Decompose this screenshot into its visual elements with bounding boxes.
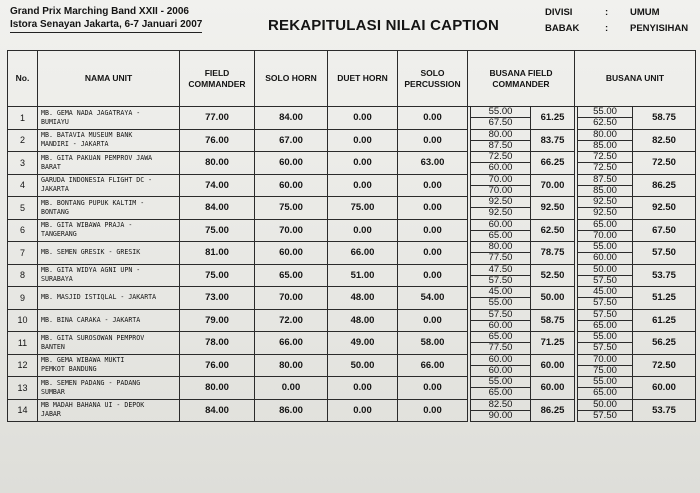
field-commander-score: 84.00 — [180, 197, 255, 220]
busana-fc-judges — [471, 219, 531, 242]
col-busana-fc: BUSANA FIELD COMMANDER — [468, 51, 575, 107]
busana-unit-score: 72.50 — [633, 152, 696, 175]
unit-name — [38, 287, 180, 310]
field-commander-score: 79.00 — [180, 309, 255, 332]
duet-horn-score: 48.00 — [328, 287, 398, 310]
row-number: 6 — [8, 219, 38, 242]
solo-percussion-score: 0.00 — [398, 129, 468, 152]
busana-fc-judges — [471, 107, 531, 130]
busana-fc-judges — [471, 309, 531, 332]
busana-fc-judge-1: 55.00 — [471, 107, 530, 118]
table-row — [8, 309, 696, 332]
table-row — [8, 287, 696, 310]
busana-unit-judges — [578, 107, 633, 130]
duet-horn-score: 66.00 — [328, 242, 398, 265]
table-body — [8, 107, 696, 422]
field-commander-score: 80.00 — [180, 377, 255, 400]
solo-percussion-score: 0.00 — [398, 174, 468, 197]
unit-name — [38, 219, 180, 242]
busana-unit-judges — [578, 197, 633, 220]
busana-unit-judge-2: 72.50 — [593, 162, 617, 174]
busana-fc-judge-1: 72.50 — [471, 152, 530, 163]
table-row — [8, 264, 696, 287]
unit-name-line1: GARUDA INDONESIA FLIGHT DC - — [41, 176, 153, 185]
busana-fc-score: 86.25 — [531, 399, 575, 422]
busana-unit-judge-2: 60.00 — [593, 252, 617, 264]
unit-name-line1: MB. GITA WIDYA AGNI UPN - — [41, 266, 141, 275]
busana-unit-judge-2: 62.50 — [593, 117, 617, 129]
solo-horn-score: 84.00 — [255, 107, 328, 130]
solo-horn-score: 65.00 — [255, 264, 328, 287]
busana-fc-judges — [471, 354, 531, 377]
busana-unit-judges — [578, 377, 633, 400]
unit-name-line1: MB. GITA SUROSOWAN PEMPROV — [41, 333, 145, 342]
field-commander-score: 74.00 — [180, 174, 255, 197]
busana-unit-score: 56.25 — [633, 332, 696, 355]
busana-unit-score: 86.25 — [633, 174, 696, 197]
row-number: 11 — [8, 332, 38, 355]
busana-fc-score: 66.25 — [531, 152, 575, 175]
busana-fc-judges — [471, 287, 531, 310]
col-solo-percussion: SOLO PERCUSSION — [398, 51, 468, 107]
solo-percussion-score: 0.00 — [398, 264, 468, 287]
busana-fc-score: 60.00 — [531, 354, 575, 377]
unit-name — [38, 197, 180, 220]
busana-unit-score: 51.25 — [633, 287, 696, 310]
busana-unit-judge-1: 50.00 — [578, 265, 632, 276]
row-number: 8 — [8, 264, 38, 287]
busana-fc-judge-2: 60.00 — [488, 319, 513, 331]
busana-fc-judge-1: 65.00 — [471, 332, 530, 343]
solo-horn-score: 66.00 — [255, 332, 328, 355]
col-busana-unit: BUSANA UNIT — [575, 51, 696, 107]
solo-percussion-score: 63.00 — [398, 152, 468, 175]
row-number: 14 — [8, 399, 38, 422]
duet-horn-score: 0.00 — [328, 107, 398, 130]
busana-unit-judges — [578, 309, 633, 332]
table-row — [8, 174, 696, 197]
busana-unit-judges — [578, 174, 633, 197]
unit-name-line1: MB. GEMA NADA JAGATRAYA - — [41, 108, 141, 117]
field-commander-score: 81.00 — [180, 242, 255, 265]
busana-fc-judges — [471, 399, 531, 422]
event-venue-date: Istora Senayan Jakarta, 6-7 Januari 2007 — [10, 18, 202, 33]
busana-unit-judges — [578, 152, 633, 175]
busana-fc-judge-1: 57.50 — [471, 310, 530, 321]
busana-unit-judges — [578, 332, 633, 355]
duet-horn-score: 0.00 — [328, 399, 398, 422]
busana-unit-judge-1: 45.00 — [578, 287, 632, 298]
unit-name-line2: JABAR — [41, 410, 61, 419]
table-row — [8, 197, 696, 220]
busana-fc-judges — [471, 377, 531, 400]
solo-percussion-score: 0.00 — [398, 377, 468, 400]
busana-fc-judge-1: 80.00 — [471, 130, 530, 141]
solo-percussion-score: 0.00 — [398, 309, 468, 332]
field-commander-score: 80.00 — [180, 152, 255, 175]
field-commander-score: 84.00 — [180, 399, 255, 422]
busana-unit-judge-1: 92.50 — [578, 197, 632, 208]
busana-unit-score: 67.50 — [633, 219, 696, 242]
solo-percussion-score: 0.00 — [398, 197, 468, 220]
duet-horn-score: 0.00 — [328, 152, 398, 175]
solo-horn-score: 86.00 — [255, 399, 328, 422]
busana-unit-judge-2: 85.00 — [593, 139, 617, 151]
unit-name-line1: MB. BONTANG PUPUK KALTIM - — [41, 198, 145, 207]
unit-name-line1: MB. MASJID ISTIQLAL - JAKARTA — [41, 293, 157, 302]
solo-percussion-score: 66.00 — [398, 354, 468, 377]
babak-value: PENYISIHAN — [630, 23, 689, 34]
babak-label: BABAK — [545, 23, 580, 34]
unit-name-line2: BONTANG — [41, 207, 69, 216]
solo-percussion-score: 0.00 — [398, 242, 468, 265]
busana-fc-score: 71.25 — [531, 332, 575, 355]
busana-unit-judges — [578, 399, 633, 422]
duet-horn-score: 48.00 — [328, 309, 398, 332]
busana-fc-judge-2: 92.50 — [488, 207, 513, 219]
busana-fc-judges — [471, 242, 531, 265]
score-table — [7, 50, 696, 422]
unit-name-line2: TANGERANG — [41, 230, 77, 239]
busana-unit-judges — [578, 354, 633, 377]
row-number: 1 — [8, 107, 38, 130]
page-title: REKAPITULASI NILAI CAPTION — [268, 17, 500, 34]
busana-fc-score: 83.75 — [531, 129, 575, 152]
busana-unit-judge-1: 55.00 — [578, 242, 632, 253]
unit-name-line1: MB. BINA CARAKA - JAKARTA — [41, 315, 141, 324]
busana-unit-judge-1: 87.50 — [578, 175, 632, 186]
busana-fc-score: 60.00 — [531, 377, 575, 400]
row-number: 2 — [8, 129, 38, 152]
busana-fc-judge-1: 70.00 — [471, 175, 530, 186]
busana-unit-judges — [578, 219, 633, 242]
table-header-row — [8, 51, 696, 107]
busana-unit-judge-1: 65.00 — [578, 220, 632, 231]
busana-fc-judge-2: 90.00 — [488, 409, 513, 421]
busana-unit-judge-2: 85.00 — [593, 184, 617, 196]
duet-horn-score: 51.00 — [328, 264, 398, 287]
unit-name — [38, 377, 180, 400]
unit-name — [38, 354, 180, 377]
busana-unit-score: 58.75 — [633, 107, 696, 130]
busana-unit-judge-1: 55.00 — [578, 332, 632, 343]
busana-fc-judge-1: 60.00 — [471, 355, 530, 366]
busana-unit-judge-1: 70.00 — [578, 355, 632, 366]
duet-horn-score: 0.00 — [328, 219, 398, 242]
field-commander-score: 77.00 — [180, 107, 255, 130]
solo-horn-score: 75.00 — [255, 197, 328, 220]
col-solo-horn: SOLO HORN — [255, 51, 328, 107]
unit-name — [38, 309, 180, 332]
unit-name-line2: BUMIAYU — [41, 117, 69, 126]
busana-unit-score: 57.50 — [633, 242, 696, 265]
table-row — [8, 107, 696, 130]
field-commander-score: 78.00 — [180, 332, 255, 355]
division-info — [545, 5, 688, 37]
table-row — [8, 377, 696, 400]
busana-fc-judge-2: 60.00 — [488, 364, 513, 376]
busana-fc-score: 62.50 — [531, 219, 575, 242]
busana-unit-score: 72.50 — [633, 354, 696, 377]
table-row — [8, 129, 696, 152]
busana-fc-judge-1: 92.50 — [471, 197, 530, 208]
field-commander-score: 76.00 — [180, 354, 255, 377]
busana-unit-judge-2: 57.50 — [593, 274, 617, 286]
busana-unit-judge-2: 57.50 — [593, 342, 617, 354]
busana-fc-judge-1: 47.50 — [471, 265, 530, 276]
unit-name-line1: MB. SEMEN GRESIK - GRESIK — [41, 248, 141, 257]
busana-fc-score: 50.00 — [531, 287, 575, 310]
busana-unit-judges — [578, 264, 633, 287]
busana-fc-judges — [471, 174, 531, 197]
busana-unit-judge-2: 92.50 — [593, 207, 617, 219]
busana-fc-judges — [471, 197, 531, 220]
busana-fc-judge-2: 67.50 — [488, 117, 513, 129]
row-number: 13 — [8, 377, 38, 400]
solo-horn-score: 0.00 — [255, 377, 328, 400]
unit-name-line1: MB. GITA WIBAWA PRAJA - — [41, 221, 133, 230]
busana-fc-judge-2: 65.00 — [488, 387, 513, 399]
solo-percussion-score: 0.00 — [398, 219, 468, 242]
table-row — [8, 354, 696, 377]
busana-fc-score: 70.00 — [531, 174, 575, 197]
busana-unit-judge-2: 70.00 — [593, 229, 617, 241]
busana-fc-judge-2: 60.00 — [488, 162, 513, 174]
unit-name-line2: SURABAYA — [41, 275, 73, 284]
unit-name — [38, 242, 180, 265]
busana-fc-score: 61.25 — [531, 107, 575, 130]
busana-unit-judges — [578, 287, 633, 310]
solo-horn-score: 72.00 — [255, 309, 328, 332]
row-number: 12 — [8, 354, 38, 377]
table-row — [8, 242, 696, 265]
busana-fc-judge-2: 65.00 — [488, 229, 513, 241]
busana-unit-judge-2: 65.00 — [593, 387, 617, 399]
busana-unit-score: 53.75 — [633, 399, 696, 422]
solo-percussion-score: 0.00 — [398, 399, 468, 422]
unit-name — [38, 332, 180, 355]
busana-unit-judge-2: 57.50 — [593, 297, 617, 309]
busana-fc-score: 78.75 — [531, 242, 575, 265]
busana-fc-judge-1: 45.00 — [471, 287, 530, 298]
field-commander-score: 75.00 — [180, 264, 255, 287]
unit-name-line1: MB. SEMEN PADANG - PADANG — [41, 378, 141, 387]
unit-name — [38, 174, 180, 197]
unit-name — [38, 107, 180, 130]
busana-unit-judge-1: 55.00 — [578, 107, 632, 118]
unit-name-line2: JAKARTA — [41, 185, 69, 194]
field-commander-score: 73.00 — [180, 287, 255, 310]
table-row — [8, 152, 696, 175]
unit-name-line1: MB. GEMA WIBAWA MUKTI — [41, 356, 125, 365]
unit-name — [38, 152, 180, 175]
busana-fc-score: 52.50 — [531, 264, 575, 287]
busana-fc-judges — [471, 332, 531, 355]
busana-fc-score: 92.50 — [531, 197, 575, 220]
busana-fc-judges — [471, 129, 531, 152]
row-number: 3 — [8, 152, 38, 175]
table-row — [8, 399, 696, 422]
col-unit: NAMA UNIT — [38, 51, 180, 107]
col-duet-horn: DUET HORN — [328, 51, 398, 107]
busana-unit-judges — [578, 129, 633, 152]
divisi-colon: : — [605, 7, 609, 18]
busana-unit-score: 60.00 — [633, 377, 696, 400]
divisi-label: DIVISI — [545, 7, 573, 18]
solo-horn-score: 60.00 — [255, 242, 328, 265]
busana-unit-score: 82.50 — [633, 129, 696, 152]
solo-horn-score: 60.00 — [255, 152, 328, 175]
busana-unit-judge-1: 50.00 — [578, 400, 632, 411]
solo-horn-score: 60.00 — [255, 174, 328, 197]
unit-name — [38, 264, 180, 287]
unit-name-line2: PEMKOT BANDUNG — [41, 365, 97, 374]
field-commander-score: 76.00 — [180, 129, 255, 152]
busana-fc-judge-2: 55.00 — [488, 297, 513, 309]
busana-unit-score: 61.25 — [633, 309, 696, 332]
busana-fc-judge-1: 60.00 — [471, 220, 530, 231]
table-row — [8, 332, 696, 355]
duet-horn-score: 0.00 — [328, 129, 398, 152]
unit-name-line2: SUMBAR — [41, 387, 65, 396]
row-number: 9 — [8, 287, 38, 310]
busana-unit-score: 92.50 — [633, 197, 696, 220]
duet-horn-score: 75.00 — [328, 197, 398, 220]
busana-unit-judge-1: 80.00 — [578, 130, 632, 141]
busana-fc-score: 58.75 — [531, 309, 575, 332]
solo-horn-score: 67.00 — [255, 129, 328, 152]
unit-name — [38, 129, 180, 152]
busana-fc-judge-1: 82.50 — [471, 400, 530, 411]
duet-horn-score: 0.00 — [328, 174, 398, 197]
unit-name-line2: BARAT — [41, 162, 61, 171]
unit-name-line2: BANTEN — [41, 342, 65, 351]
duet-horn-score: 50.00 — [328, 354, 398, 377]
row-number: 4 — [8, 174, 38, 197]
busana-unit-judge-1: 55.00 — [578, 377, 632, 388]
row-number: 7 — [8, 242, 38, 265]
busana-unit-judge-1: 57.50 — [578, 310, 632, 321]
busana-fc-judge-1: 80.00 — [471, 242, 530, 253]
busana-fc-judge-2: 87.50 — [488, 139, 513, 151]
unit-name — [38, 399, 180, 422]
col-no: No. — [8, 51, 38, 107]
solo-percussion-score: 58.00 — [398, 332, 468, 355]
event-name: Grand Prix Marching Band XXII - 2006 — [10, 6, 189, 17]
busana-fc-judge-2: 77.50 — [488, 342, 513, 354]
solo-horn-score: 70.00 — [255, 219, 328, 242]
solo-percussion-score: 54.00 — [398, 287, 468, 310]
solo-percussion-score: 0.00 — [398, 107, 468, 130]
busana-fc-judge-2: 57.50 — [488, 274, 513, 286]
busana-unit-judges — [578, 242, 633, 265]
solo-horn-score: 70.00 — [255, 287, 328, 310]
table-row — [8, 219, 696, 242]
busana-unit-judge-2: 75.00 — [593, 364, 617, 376]
busana-unit-judge-1: 72.50 — [578, 152, 632, 163]
row-number: 5 — [8, 197, 38, 220]
busana-fc-judges — [471, 264, 531, 287]
divisi-value: UMUM — [630, 7, 660, 18]
busana-fc-judge-1: 55.00 — [471, 377, 530, 388]
busana-unit-judge-2: 57.50 — [593, 409, 617, 421]
busana-fc-judges — [471, 152, 531, 175]
field-commander-score: 75.00 — [180, 219, 255, 242]
babak-colon: : — [605, 23, 609, 34]
busana-unit-score: 53.75 — [633, 264, 696, 287]
busana-unit-judge-2: 65.00 — [593, 319, 617, 331]
unit-name-line1: MB MADAH BAHANA UI - DEPOK — [41, 401, 145, 410]
busana-fc-judge-2: 77.50 — [488, 252, 513, 264]
event-header — [10, 5, 202, 33]
col-field-commander: FIELD COMMANDER — [180, 51, 255, 107]
unit-name-line1: MB. GITA PAKUAN PEMPROV JAWA — [41, 153, 153, 162]
unit-name-line2: MANDIRI - JAKARTA — [41, 140, 109, 149]
solo-horn-score: 80.00 — [255, 354, 328, 377]
duet-horn-score: 49.00 — [328, 332, 398, 355]
unit-name-line1: MB. BATAVIA MUSEUM BANK — [41, 131, 133, 140]
row-number: 10 — [8, 309, 38, 332]
busana-fc-judge-2: 70.00 — [488, 184, 513, 196]
duet-horn-score: 0.00 — [328, 377, 398, 400]
